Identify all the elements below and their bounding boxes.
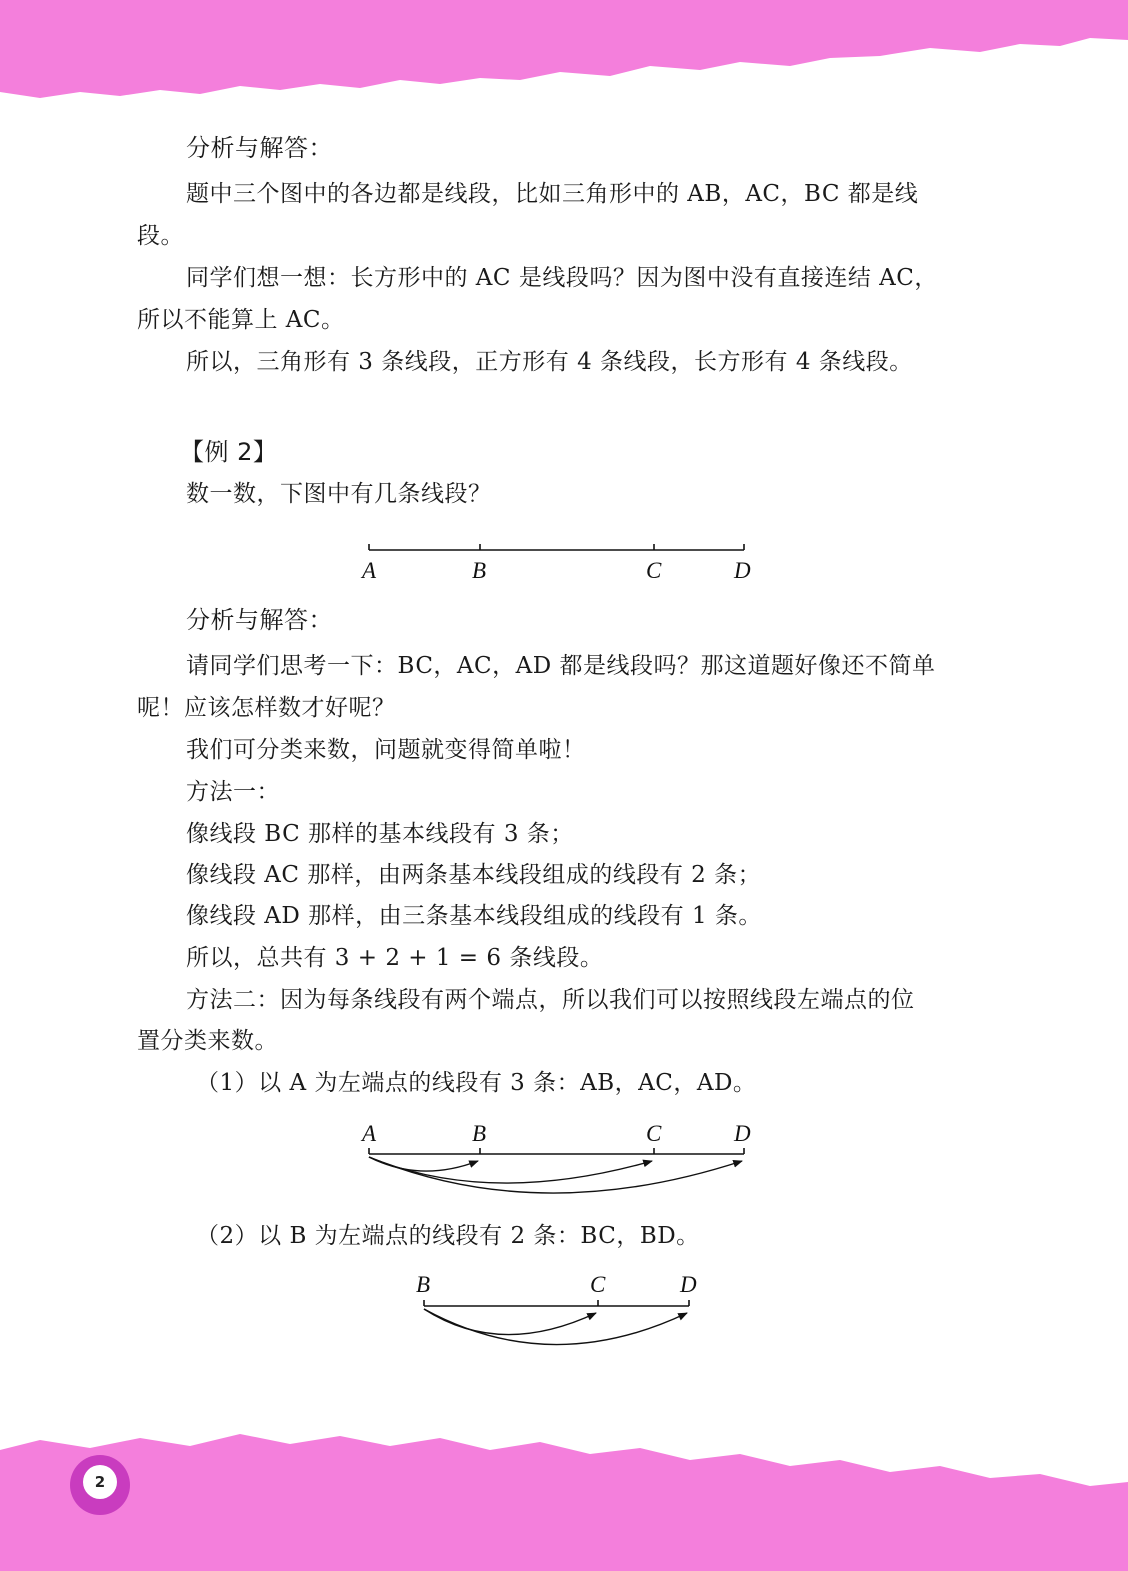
text-line: 所以不能算上 AC。 (137, 307, 345, 333)
text-line: 像线段 AC 那样，由两条基本线段组成的线段有 2 条； (186, 862, 762, 888)
text-line: 像线段 BC 那样的基本线段有 3 条； (186, 821, 574, 847)
text-line: 所以，三角形有 3 条线段，正方形有 4 条线段，长方形有 4 条线段。 (186, 349, 913, 375)
text-line: 题中三个图中的各边都是线段，比如三角形中的 AB，AC，BC 都是线 (186, 181, 919, 207)
text-line: 段。 (137, 223, 184, 249)
point-label-b: B (472, 558, 487, 583)
point-label-c: C (646, 1121, 662, 1146)
point-label-b: B (416, 1272, 431, 1297)
point-label-b: B (472, 1121, 487, 1146)
text-line: 方法二：因为每条线段有两个端点，所以我们可以按照线段左端点的位 (186, 987, 915, 1013)
point-label-d: D (680, 1272, 697, 1297)
point-label-a: A (362, 558, 377, 583)
top-pink-band (0, 0, 1128, 110)
text-line: 我们可分类来数，问题就变得简单啦！ (186, 737, 586, 763)
text-line: 方法一： (186, 779, 280, 805)
segment-diagram-abcd (340, 530, 780, 590)
point-label-c: C (590, 1272, 606, 1297)
case-2-text: （2）以 B 为左端点的线段有 2 条：BC，BD。 (196, 1223, 700, 1249)
text-line: 同学们想一想：长方形中的 AC 是线段吗？因为图中没有直接连结 AC， (186, 265, 938, 291)
point-label-d: D (734, 558, 751, 583)
text-line: 置分类来数。 (137, 1028, 278, 1054)
page-number-badge (70, 1455, 130, 1515)
point-label-c: C (646, 558, 662, 583)
arc-diagram-from-b (400, 1266, 720, 1356)
text-line: 像线段 AD 那样，由三条基本线段组成的线段有 1 条。 (186, 903, 762, 929)
bottom-pink-band (0, 1420, 1128, 1571)
text-line: 请同学们思考一下：BC，AC，AD 都是线段吗？那这道题好像还不简单 (186, 653, 936, 679)
text-line: 所以，总共有 3 + 2 + 1 = 6 条线段。 (186, 945, 604, 971)
point-label-d: D (734, 1121, 751, 1146)
page-number: 2 (83, 1465, 117, 1499)
arc-diagram-from-a (340, 1115, 780, 1205)
arc-bd (424, 1309, 687, 1345)
analysis-heading-1: 分析与解答： (186, 134, 333, 162)
point-label-a: A (362, 1121, 377, 1146)
example-title: 【例 2】 (180, 438, 278, 466)
text-line: 呢！应该怎样数才好呢？ (137, 695, 396, 721)
analysis-heading-2: 分析与解答： (186, 606, 333, 634)
case-1-text: （1）以 A 为左端点的线段有 3 条：AB，AC，AD。 (196, 1070, 757, 1096)
example-question: 数一数，下图中有几条线段？ (186, 481, 492, 507)
